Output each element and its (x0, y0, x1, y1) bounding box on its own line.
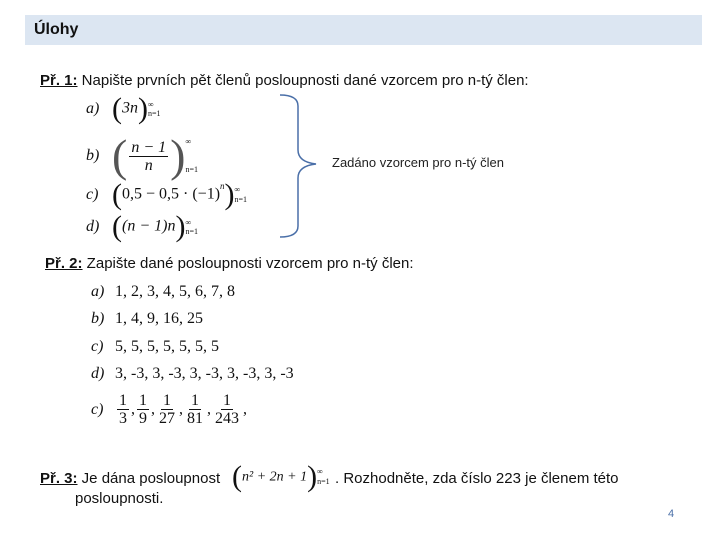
ex2-item-c-value: 5, 5, 5, 5, 5, 5, 5 (115, 338, 219, 355)
ex2-comma: , (131, 400, 135, 418)
ex2-item-a-value: 1, 2, 3, 4, 5, 6, 7, 8 (115, 283, 235, 300)
ex2-item-c (91, 338, 219, 356)
ex2-fraction-1-num: 1 (119, 392, 127, 409)
ex2-fraction-3-den: 27 (159, 410, 175, 427)
ex2-fraction-1-den: 3 (119, 410, 127, 427)
ex1-item-d-n1: n=1 (185, 227, 198, 236)
ex1-item-b (86, 128, 198, 184)
ex2-item-a (91, 283, 235, 301)
ex2-fraction-4-num: 1 (191, 392, 199, 409)
ex1-item-a-limits (148, 100, 161, 118)
ex1-item-c-label: c) (86, 186, 99, 203)
ex1-item-a-label: a) (86, 99, 100, 117)
ex2-item-d (91, 365, 294, 383)
ex1-item-b-open-paren: ( (112, 130, 128, 181)
ex2-item-b-value: 1, 4, 9, 16, 25 (115, 310, 203, 327)
ex2-item-d-value: 3, -3, 3, -3, 3, -3, 3, -3, 3, -3 (115, 365, 294, 382)
ex1-item-c-limits (235, 185, 248, 205)
ex1-item-d-label: d) (86, 217, 100, 235)
exercise-3-label: Př. 3: (40, 470, 78, 487)
ex2-item-b-label: b) (91, 310, 105, 327)
exercise-1-heading (40, 72, 529, 90)
ex3-close-paren: ) (307, 460, 318, 493)
ex1-item-c-open-paren: ( (112, 178, 122, 211)
ex2-fraction-1 (117, 392, 129, 427)
exercise-3-text-before: Je dána posloupnost (77, 470, 221, 487)
ex1-item-c-infinity: ∞ (234, 185, 241, 194)
ex3-n1: n=1 (317, 477, 330, 486)
ex2-item-e (91, 392, 247, 427)
page-number: 4 (668, 508, 675, 520)
page-title (25, 15, 702, 45)
ex1-item-b-label: b) (86, 147, 100, 164)
ex3-limits (317, 467, 330, 487)
ex2-comma: , (207, 400, 211, 418)
ex1-item-d-limits (185, 218, 198, 236)
ex1-item-b-infinity: ∞ (185, 137, 192, 146)
ex1-item-b-n1: n=1 (185, 165, 198, 174)
ex2-comma: , (151, 400, 155, 418)
ex2-item-c-label: c) (91, 338, 104, 355)
ex1-item-b-limits (185, 128, 198, 184)
ex2-fraction-2-den: 9 (139, 410, 147, 427)
ex2-fraction-5-den: 243 (215, 410, 239, 427)
curly-brace-icon (270, 92, 330, 240)
exercise-2-heading (45, 255, 414, 273)
ex2-fraction-5-num: 1 (223, 392, 231, 409)
ex1-item-d-close-paren: ) (175, 210, 186, 243)
page-title-text: Úlohy (34, 21, 79, 38)
ex2-fraction-2 (137, 392, 149, 427)
ex1-item-a-expr: 3n (122, 99, 138, 117)
ex2-item-e-label: c) (91, 400, 104, 418)
ex1-item-b-num: n − 1 (131, 138, 167, 156)
exercise-2-label: Př. 2: (45, 255, 83, 272)
ex3-expression (232, 462, 330, 492)
ex1-item-c-close-paren: ) (224, 178, 235, 211)
ex3-expr: n² + 2n + 1 (242, 469, 308, 485)
ex1-item-a-n1: n=1 (148, 109, 161, 118)
ex1-item-c-exp: n (220, 180, 225, 191)
ex1-item-c (86, 180, 247, 210)
ex3-infinity: ∞ (317, 467, 323, 476)
exercise-1-text: Napište prvních pět členů posloupnosti dané vzorcem pro n-tý člen: (77, 72, 529, 89)
ex1-item-c-expr: 0,5 − 0,5 · (−1) (122, 185, 221, 203)
ex2-fraction-5 (213, 392, 241, 427)
ex1-item-d-infinity: ∞ (185, 218, 192, 227)
ex2-fraction-3-num: 1 (163, 392, 171, 409)
ex2-fraction-4 (185, 392, 205, 427)
ex1-item-c-n1: n=1 (234, 195, 248, 204)
ex2-item-a-label: a) (91, 283, 105, 300)
ex3-open-paren: ( (232, 460, 242, 493)
exercise-3-text-after: . Rozhodněte, zda číslo 223 je členem této (335, 470, 619, 487)
ex1-item-b-close-paren: ) (170, 130, 186, 181)
ex1-item-b-den: n (144, 156, 153, 174)
ex2-item-b (91, 310, 203, 328)
ex2-fraction-3 (157, 392, 177, 427)
ex2-fraction-2-num: 1 (139, 392, 147, 409)
ex1-item-a-open-paren: ( (112, 92, 122, 125)
ex1-item-a-infinity: ∞ (148, 100, 154, 109)
exercise-2-text: Zapište dané posloupnosti vzorcem pro n-tý člen: (82, 255, 414, 272)
ex1-item-d (86, 212, 198, 242)
ex1-item-b-fraction (129, 139, 168, 174)
ex2-comma: , (243, 400, 247, 418)
exercise-3-text-line2: posloupnosti. (75, 490, 164, 507)
ex2-fraction-4-den: 81 (187, 410, 203, 427)
ex2-item-d-label: d) (91, 365, 105, 382)
ex1-item-a-close-paren: ) (138, 92, 148, 125)
exercise-1-label: Př. 1: (40, 72, 78, 89)
ex1-item-d-open-paren: ( (112, 210, 122, 243)
ex1-side-note: Zadáno vzorcem pro n-tý člen (332, 155, 504, 170)
ex1-item-a (86, 94, 161, 124)
ex2-comma: , (179, 400, 183, 418)
ex1-item-d-expr: (n − 1)n (122, 217, 176, 235)
exercise-3-heading (40, 470, 220, 488)
